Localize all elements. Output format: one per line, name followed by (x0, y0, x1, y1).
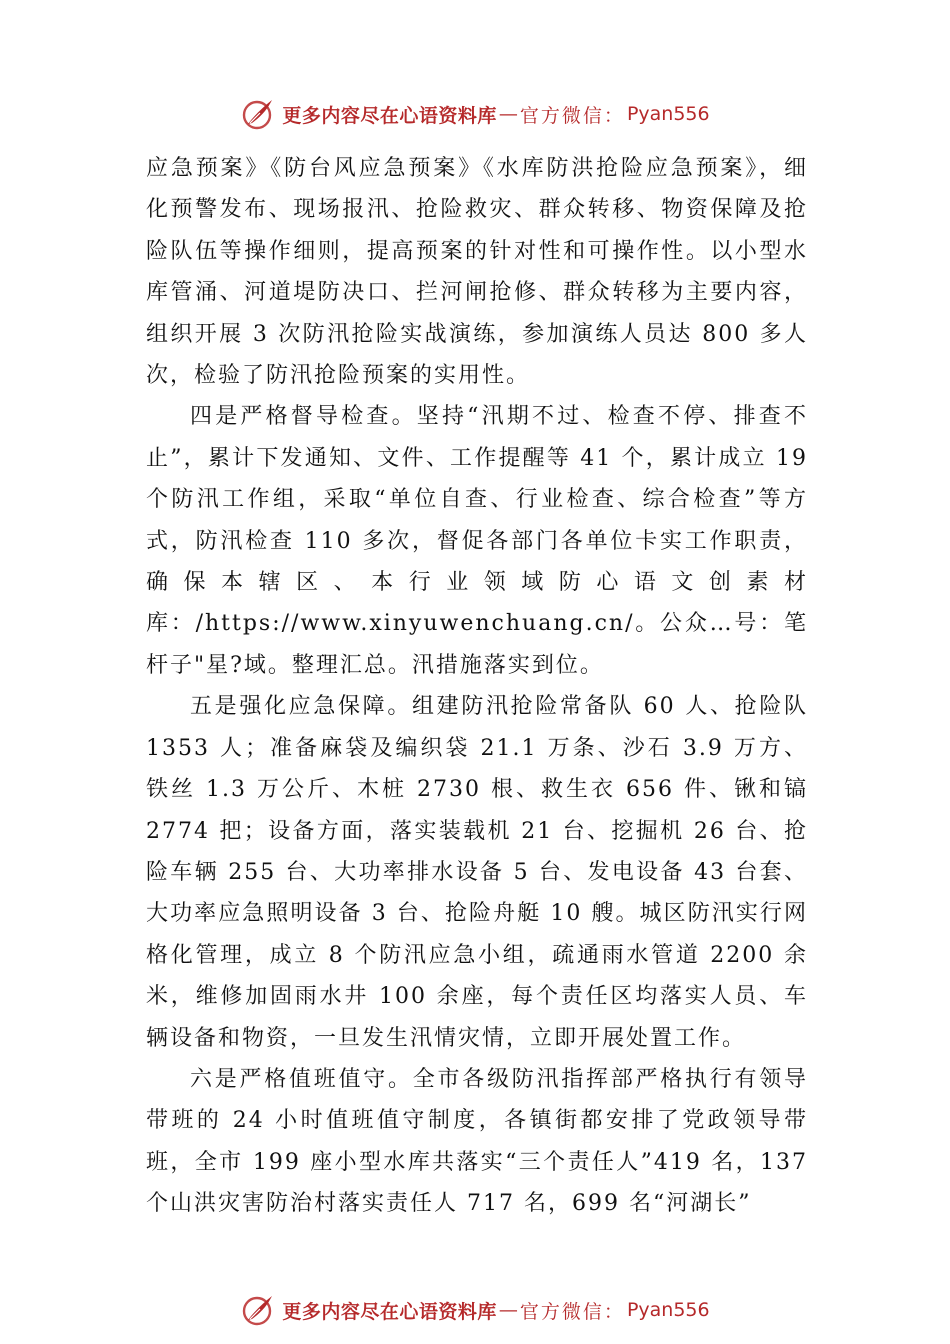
quill-pen-logo-icon (240, 1292, 276, 1328)
footer-wechat-label: 官方微信： (519, 1300, 625, 1323)
footer-separator: — (498, 1299, 518, 1321)
footer-wechat-id: Pyan556 (626, 1299, 710, 1321)
quill-pen-logo-icon (240, 96, 276, 132)
header-wechat-label: 官方微信： (519, 104, 625, 127)
document-body (146, 148, 808, 1225)
footer-watermark-banner (0, 1290, 950, 1330)
paragraph-3: 五是强化应急保障。组建防汛抢险常备队 60 人、抢险队 1353 人；准备麻袋及编织袋 21.1 万条、沙石 3.9 万方、铁丝 1.3 万公斤、木桩 2730 根、救生衣 656 件、锹和镐 2774 把；设备方面，落实装载机 21 台、挖掘机 26 台、抢险车辆 255 台、大功率排水设备 5 台、发电设备 43 台套、大功率应急照明设备 3 台、抢险舟艇 10 艘。城区防汛实行网格化管理，成立 8 个防汛应急小组，疏通雨水管道 2200 余米，维修加固雨水井 100 余座，每个责任区均落实人员、车辆设备和物资，一旦发生汛情灾情，立即开展处置工作。 (146, 694, 808, 1051)
paragraph-4: 六是严格值班值守。全市各级防汛指挥部严格执行有领导带班的 24 小时值班值守制度，各镇街都安排了党政领导带班，全市 199 座小型水库共落实“三个责任人”419 名，137 个山洪灾害防治村落实责任人 717 名，699 名“河湖长” (146, 1066, 808, 1217)
header-separator: — (498, 103, 518, 125)
paragraph-2: 四是严格督导检查。坚持“汛期不过、检查不停、排查不止”，累计下发通知、文件、工作提醒等 41 个，累计成立 19 个防汛工作组，采取“单位自查、行业检查、综合检查”等方式，防汛检查 110 多次，督促各部门各单位卡实工作职责，确保本辖区、本行业领域防心语文创素材库：/https://www.xinyuwenchuang.cn/。公众…号：笔杆子"星?域。整理汇总。汛措施落实到位。 (146, 404, 808, 678)
header-watermark-banner (0, 94, 950, 134)
paragraph-1: 应急预案》《防台风应急预案》《水库防洪抢险应急预案》，细化预警发布、现场报汛、抢险救灾、群众转移、物资保障及抢险队伍等操作细则，提高预案的针对性和可操作性。以小型水库管涌、河道堤防决口、拦河闸抢修、群众转移为主要内容，组织开展 3 次防汛抢险实战演练，参加演练人员达 800 多人次，检验了防汛抢险预案的实用性。 (146, 156, 808, 389)
footer-brand-text: 更多内容尽在心语资料库 (282, 1300, 497, 1323)
header-wechat-id: Pyan556 (626, 103, 710, 125)
header-brand-text: 更多内容尽在心语资料库 (282, 104, 497, 127)
